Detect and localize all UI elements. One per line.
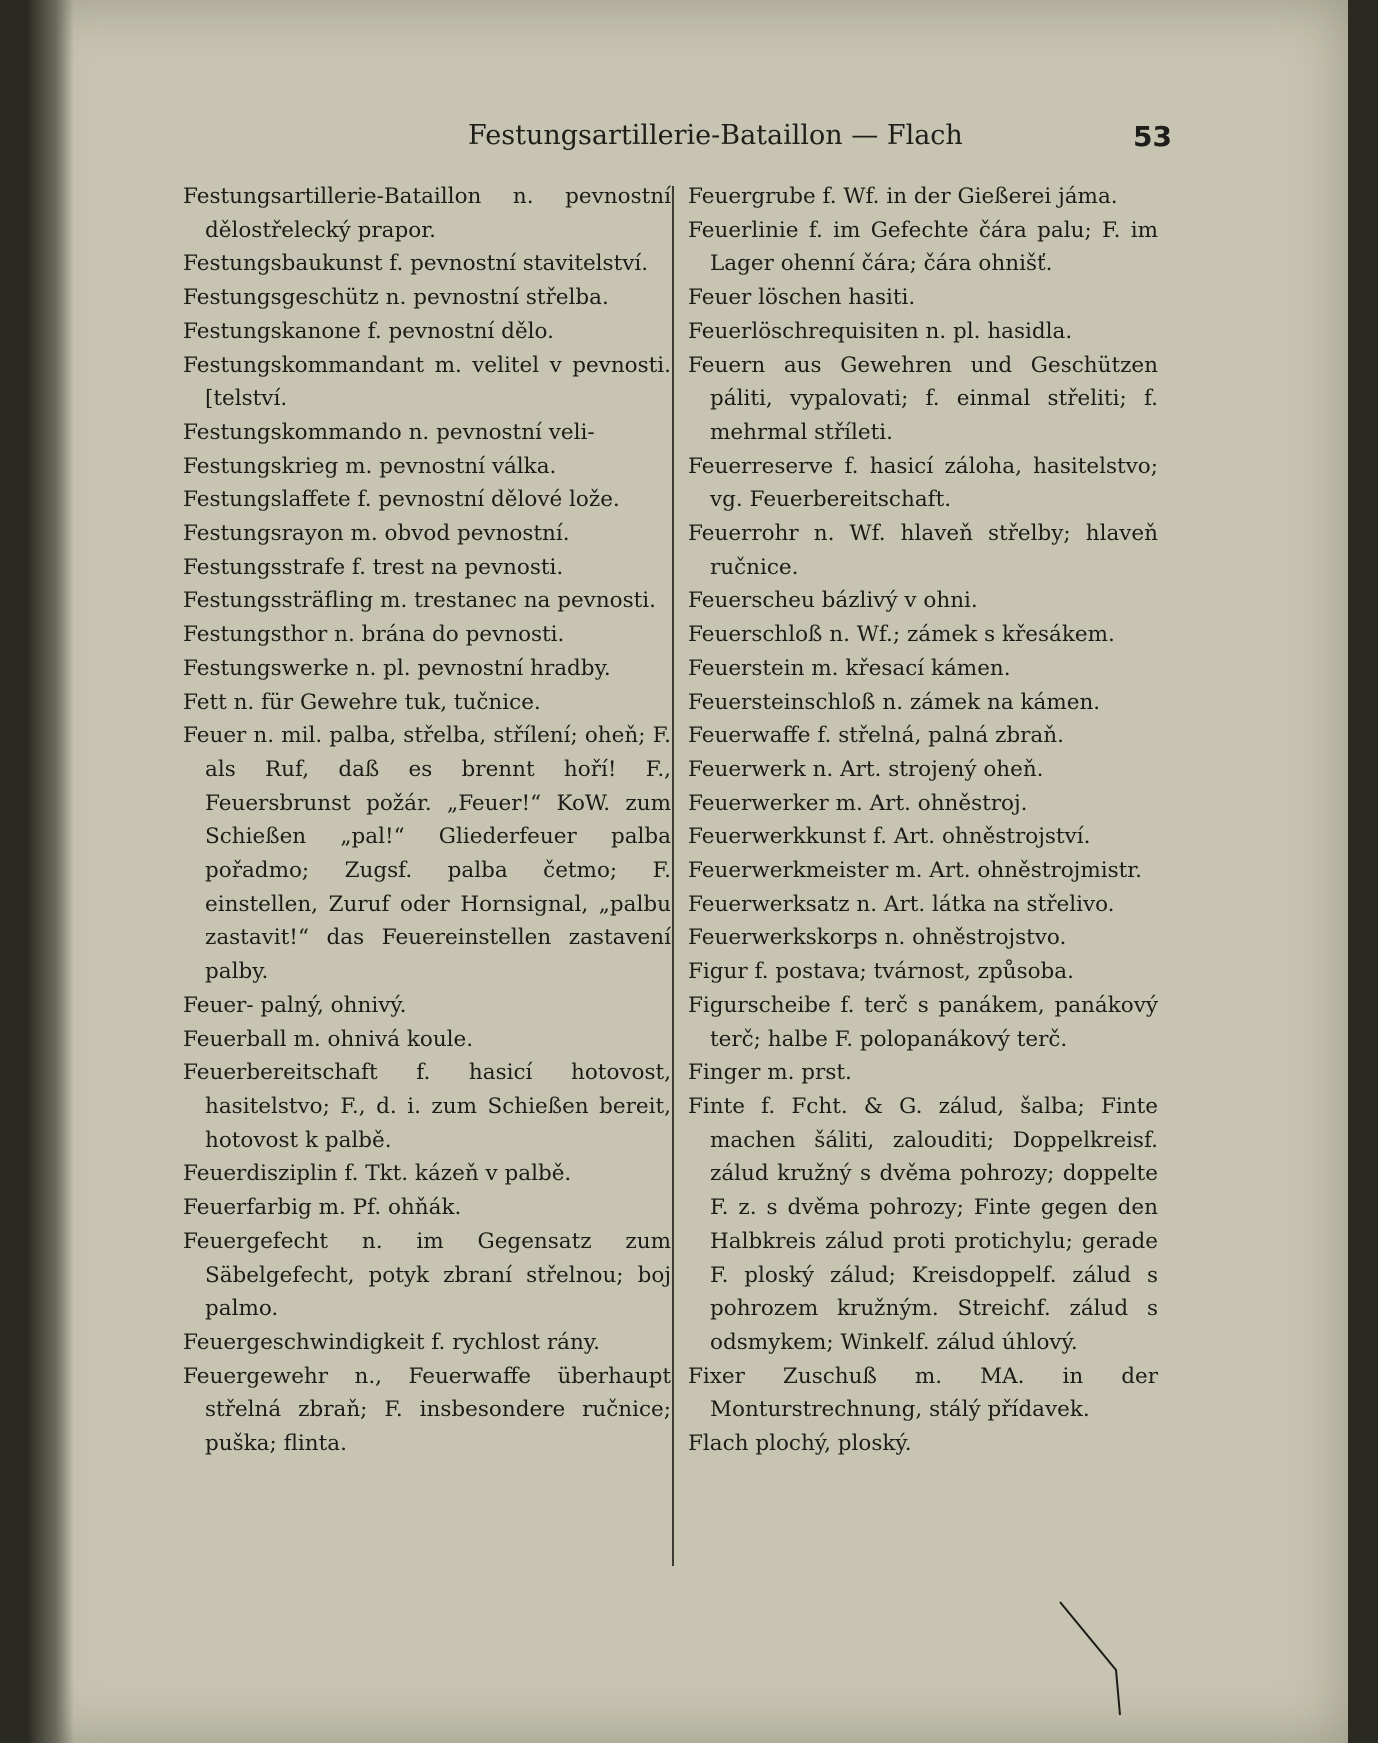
left-column <box>183 180 671 1461</box>
scanned-page <box>28 0 1348 1743</box>
dictionary-entry: Festungsbaukunst f. pevnostní stavitelství. <box>183 251 649 277</box>
dictionary-entry: Feuerwaffe f. střelná, palná zbraň. <box>688 723 1064 749</box>
dictionary-entry: Festungssträfling m. trestanec na pevnosti. <box>183 588 656 614</box>
dictionary-entry: Figurscheibe f. terč s panákem, panákový terč; halbe F. polopanákový terč. <box>688 992 1158 1052</box>
dictionary-entry: Feuerschloß n. Wf.; zámek s křesákem. <box>688 622 1115 648</box>
dictionary-entry: Feuerwerkskorps n. ohněstrojstvo. <box>688 925 1067 951</box>
dictionary-entry: Festungskommandant m. velitel v pevnosti. [telství. <box>183 352 671 412</box>
dictionary-entry: Feuern aus Gewehren und Geschützen páliti, vypalovati; f. einmal střeliti; f. mehrmal stříleti. <box>688 352 1158 445</box>
header-title: Festungsartillerie-Bataillon — Flach <box>468 120 963 151</box>
page-gutter-shadow <box>28 0 74 1743</box>
dictionary-entry: Feuerfarbig m. Pf. ohňák. <box>183 1195 462 1221</box>
dictionary-entry: Figur f. postava; tvárnost, způsoba. <box>688 959 1074 985</box>
dictionary-entry: Feuerrohr n. Wf. hlaveň střelby; hlaveň ručnice. <box>688 521 1158 580</box>
right-column <box>670 180 1158 1461</box>
dictionary-entry: Feuergrube f. Wf. in der Gießerei jáma. <box>688 184 1118 209</box>
dictionary-entry: Festungsthor n. brána do pevnosti. <box>183 622 565 648</box>
dictionary-entry: Feuergeschwindigkeit f. rychlost rány. <box>183 1329 600 1355</box>
dictionary-entry: Feuer- palný, ohnivý. <box>183 992 407 1018</box>
dictionary-entry: Finte f. Fcht. & G. zálud, šalba; Finte machen šáliti, zalouditi; Doppelkreisf. zálud kružný s dvěma pohrozy; doppelte F. z. s dvěma pohrozy; Finte gegen den Halbkreis zálud proti protichylu; gerade F. ploský zálud; Kreisdoppelf. zálud s pohrozem kružným. Streichf. zálud s odsmykem; Winkelf. zálud úhlový. <box>688 1093 1158 1355</box>
page-number: 53 <box>1133 120 1172 153</box>
dictionary-entry: Feuerwerkmeister m. Art. ohněstrojmistr. <box>688 858 1143 884</box>
dictionary-entry: Festungskrieg m. pevnostní válka. <box>183 453 557 479</box>
dictionary-entry: Festungsstrafe f. trest na pevnosti. <box>183 554 564 580</box>
dictionary-entry: Flach plochý, ploský. <box>688 1431 912 1457</box>
dictionary-entry: Festungswerke n. pl. pevnostní hradby. <box>183 655 611 681</box>
dictionary-entry: Feuerscheu bázlivý v ohni. <box>688 588 978 614</box>
dictionary-entry: Feuerball m. ohnivá koule. <box>183 1026 474 1052</box>
dictionary-entry: Festungsgeschütz n. pevnostní střelba. <box>183 285 609 311</box>
dictionary-entry: Festungslaffete f. pevnostní dělové lože. <box>183 487 620 513</box>
dictionary-entry: Festungskommando n. pevnostní veli- <box>183 419 595 445</box>
dictionary-entry: Festungsrayon m. obvod pevnostní. <box>183 521 570 547</box>
dictionary-entry: Feuer n. mil. palba, střelba, střílení; oheň; F. als Ruf, daß es brennt hoří! F., Feuersbrunst požár. „Feuer!“ KoW. zum Schießen „pal!“ Gliederfeuer palba pořadmo; Zugsf. palba četmo; F. einstellen, Zuruf oder Hornsignal, „palbu zastavit!“ das Feuereinstellen zastavení palby. <box>183 723 671 985</box>
dictionary-entry: Feuerwerker m. Art. ohněstroj. <box>688 790 1028 816</box>
dictionary-entry: Festungsartillerie-Bataillon n. pevnostní dělostřelecký prapor. <box>183 184 671 243</box>
dictionary-entry: Feuerlöschrequisiten n. pl. hasidla. <box>688 318 1073 344</box>
dictionary-entry: Feuergefecht n. im Gegensatz zum Säbelgefecht, potyk zbraní střelnou; boj palmo. <box>183 1228 671 1322</box>
dictionary-entry: Feuerwerksatz n. Art. látka na střelivo. <box>688 891 1115 917</box>
dictionary-entry: Feuerwerkkunst f. Art. ohněstrojství. <box>688 824 1091 850</box>
dictionary-entry: Feuer löschen hasiti. <box>688 285 916 311</box>
dictionary-entry: Festungskanone f. pevnostní dělo. <box>183 318 554 344</box>
pencil-mark <box>1058 1600 1138 1720</box>
dictionary-entry: Feuerbereitschaft f. hasicí hotovost, hasitelstvo; F., d. i. zum Schießen bereit, hotovost k palbě. <box>183 1060 671 1153</box>
dictionary-entry: Fixer Zuschuß m. MA. in der Monturstrechnung, stálý přídavek. <box>688 1363 1158 1423</box>
dictionary-entry: Fett n. für Gewehre tuk, tučnice. <box>183 689 541 715</box>
dictionary-entry: Feuergewehr n., Feuerwaffe überhaupt střelná zbraň; F. insbesondere ručnice; puška; flinta. <box>183 1363 671 1457</box>
dictionary-entry: Feuersteinschloß n. zámek na kámen. <box>688 689 1101 715</box>
dictionary-entry: Feuerwerk n. Art. strojený oheň. <box>688 756 1044 782</box>
dictionary-entry: Feuerreserve f. hasicí záloha, hasitelstvo; vg. Feuerbereitschaft. <box>688 453 1158 513</box>
dictionary-entry: Feuerlinie f. im Gefechte čára palu; F. im Lager ohenní čára; čára ohnišť. <box>688 217 1158 277</box>
dictionary-entry: Feuerstein m. křesací kámen. <box>688 655 1011 681</box>
dictionary-entry: Finger m. prst. <box>688 1060 852 1086</box>
dictionary-entry: Feuerdisziplin f. Tkt. kázeň v palbě. <box>183 1161 572 1187</box>
